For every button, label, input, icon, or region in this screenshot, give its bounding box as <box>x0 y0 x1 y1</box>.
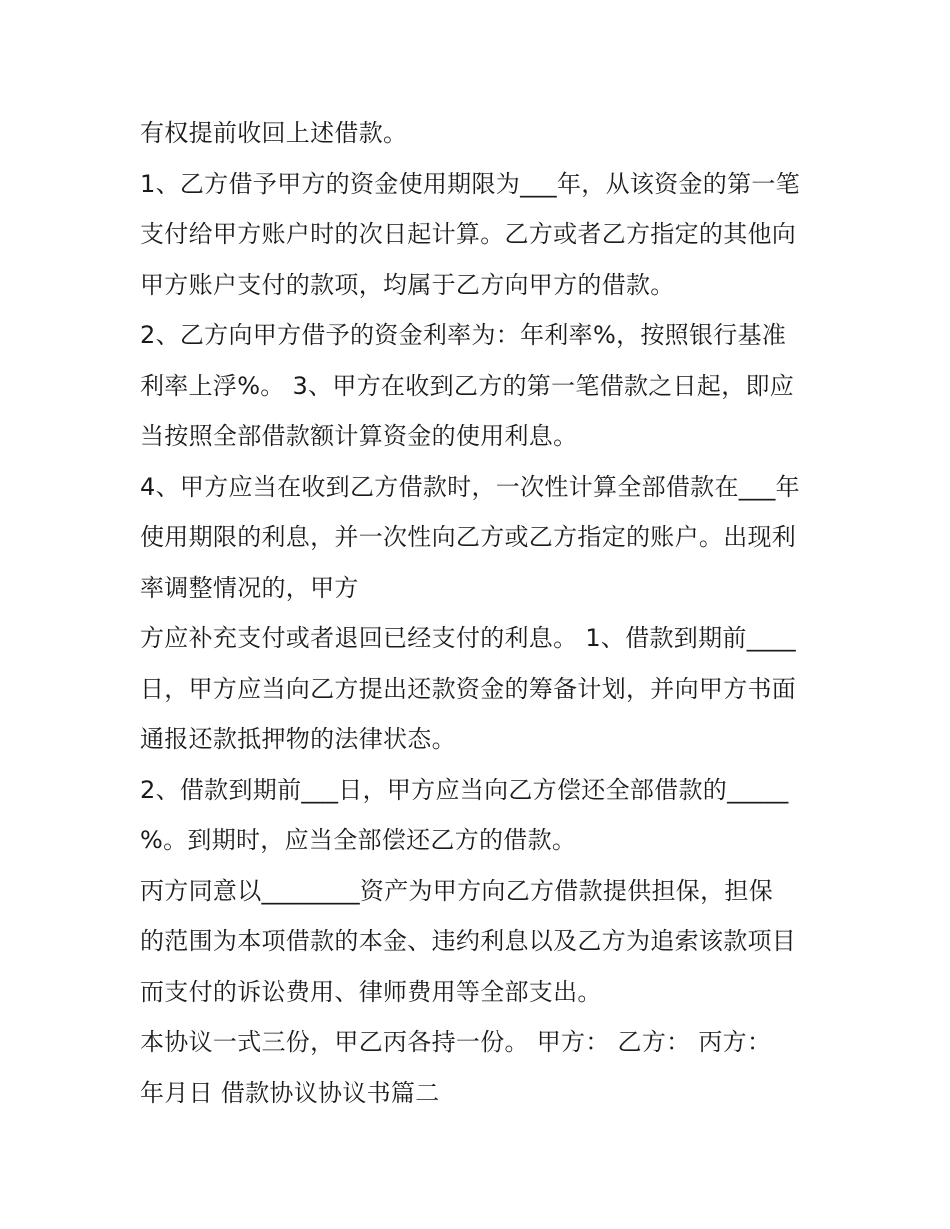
text-line: 通报还款抵押物的法律状态。 <box>140 725 456 753</box>
text-line: 日，甲方应当向乙方提出还款资金的筹备计划，并向甲方书面 <box>140 674 797 703</box>
text-line: 2、借款到期前___日，甲方应当向乙方偿还全部借款的_____ <box>140 775 789 804</box>
text-line: 利率上浮%。 3、甲方在收到乙方的第一笔借款之日起，即应 <box>140 371 795 400</box>
text-line: 本协议一式三份，甲乙丙各持一份。 甲方： 乙方： 丙方： <box>140 1028 772 1056</box>
text-line: %。到期时，应当全部偿还乙方的借款。 <box>140 826 577 854</box>
text-line: 方应补充支付或者退回已经支付的利息。 1、借款到期前____ <box>140 624 796 652</box>
text-line: 支付给甲方账户时的次日起计算。乙方或者乙方指定的其他向 <box>140 220 797 248</box>
text-line: 的范围为本项借款的本金、违约利息以及乙方为追索该款项目 <box>140 927 797 955</box>
text-line: 使用期限的利息，并一次性向乙方或乙方指定的账户。出现利 <box>140 523 797 551</box>
text-line: 而支付的诉讼费用、律师费用等全部支出。 <box>140 977 602 1006</box>
text-line: 有权提前收回上述借款。 <box>140 119 408 147</box>
text-line: 1、乙方借予甲方的资金使用期限为___年，从该资金的第一笔 <box>140 169 800 198</box>
document-body <box>140 108 820 1118</box>
text-line: 当按照全部借款额计算资金的使用利息。 <box>140 422 578 450</box>
text-line: 2、乙方向甲方借予的资金利率为：年利率%，按照银行基准 <box>140 321 787 349</box>
text-line: 4、甲方应当在收到乙方借款时，一次性计算全部借款在___年 <box>140 472 800 501</box>
text-line: 甲方账户支付的款项，均属于乙方向甲方的借款。 <box>140 270 675 299</box>
text-line: 年月日 借款协议协议书篇二 <box>140 1078 440 1107</box>
text-line: 丙方同意以________资产为甲方向乙方借款提供担保，担保 <box>140 876 773 905</box>
text-line: 率调整情况的，甲方 <box>140 573 359 602</box>
